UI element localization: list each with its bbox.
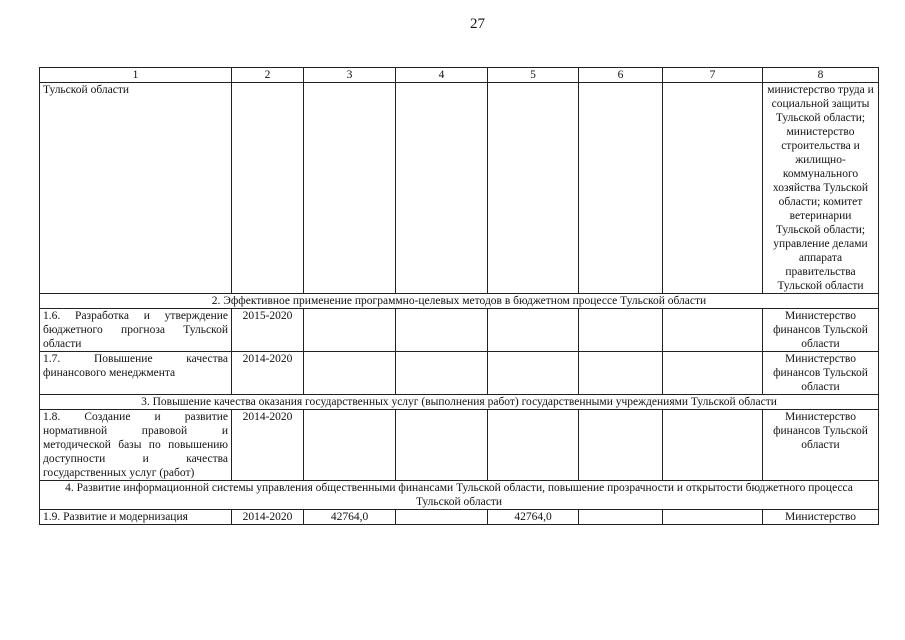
header-cell: 2 <box>232 68 304 83</box>
empty-cell <box>488 83 579 294</box>
table-row <box>40 309 879 352</box>
empty-cell <box>304 410 396 481</box>
table-row <box>40 510 879 525</box>
row-1-8-name: 1.8. Создание и развитие нормативной правовой и методической базы по повышению доступности и качества государственных услуг (работ) <box>40 410 232 481</box>
empty-cell <box>579 352 663 395</box>
row-1-9-col5: 42764,0 <box>488 510 579 525</box>
empty-cell <box>396 309 488 352</box>
row-1-7-executor: Министерство финансов Тульской области <box>763 352 879 395</box>
empty-cell <box>232 83 304 294</box>
table-row <box>40 410 879 481</box>
row-1-9-executor: Министерство <box>763 510 879 525</box>
empty-cell <box>488 352 579 395</box>
program-table <box>39 67 879 525</box>
empty-cell <box>579 309 663 352</box>
empty-cell <box>304 352 396 395</box>
empty-cell <box>579 410 663 481</box>
row-1-8-executor: Министерство финансов Тульской области <box>763 410 879 481</box>
row-1-7-name: 1.7. Повышение качества финансового менеджмента <box>40 352 232 395</box>
header-cell: 5 <box>488 68 579 83</box>
header-cell: 8 <box>763 68 879 83</box>
section-row <box>40 294 879 309</box>
empty-cell <box>663 410 763 481</box>
empty-cell <box>488 410 579 481</box>
row-1-9-period: 2014-2020 <box>232 510 304 525</box>
header-cell: 1 <box>40 68 232 83</box>
table-row <box>40 352 879 395</box>
header-cell: 7 <box>663 68 763 83</box>
section-3-title: 3. Повышение качества оказания государственных услуг (выполнения работ) государственными учреждениями Тульской области <box>40 395 879 410</box>
continuation-row <box>40 83 879 294</box>
empty-cell <box>396 510 488 525</box>
empty-cell <box>304 83 396 294</box>
empty-cell <box>396 410 488 481</box>
row-1-9-col3: 42764,0 <box>304 510 396 525</box>
empty-cell <box>488 309 579 352</box>
section-row <box>40 395 879 410</box>
row-1-6-name: 1.6. Разработка и утверждение бюджетного прогноза Тульской области <box>40 309 232 352</box>
header-cell: 4 <box>396 68 488 83</box>
empty-cell <box>579 510 663 525</box>
empty-cell <box>396 352 488 395</box>
empty-cell <box>663 309 763 352</box>
continuation-executors: министерство труда и социальной защиты Тульской области; министерство строительства и жилищно-коммунального хозяйства Тульской области; комитет ветеринарии Тульской области; управление делами аппарата правительства Тульской области <box>763 83 879 294</box>
page-number: 27 <box>470 16 485 32</box>
header-row <box>40 68 879 83</box>
row-1-9-name: 1.9. Развитие и модернизация <box>40 510 232 525</box>
empty-cell <box>579 83 663 294</box>
empty-cell <box>304 309 396 352</box>
section-4-title: 4. Развитие информационной системы управления общественными финансами Тульской области, повышение прозрачности и открытости бюджетного процесса Тульской области <box>40 481 879 510</box>
empty-cell <box>663 352 763 395</box>
section-2-title: 2. Эффективное применение программно-целевых методов в бюджетном процессе Тульской области <box>40 294 879 309</box>
empty-cell <box>663 83 763 294</box>
continuation-name: Тульской области <box>40 83 232 294</box>
section-row <box>40 481 879 510</box>
empty-cell <box>663 510 763 525</box>
row-1-7-period: 2014-2020 <box>232 352 304 395</box>
header-cell: 3 <box>304 68 396 83</box>
empty-cell <box>396 83 488 294</box>
row-1-6-executor: Министерство финансов Тульской области <box>763 309 879 352</box>
row-1-8-period: 2014-2020 <box>232 410 304 481</box>
row-1-6-period: 2015-2020 <box>232 309 304 352</box>
header-cell: 6 <box>579 68 663 83</box>
